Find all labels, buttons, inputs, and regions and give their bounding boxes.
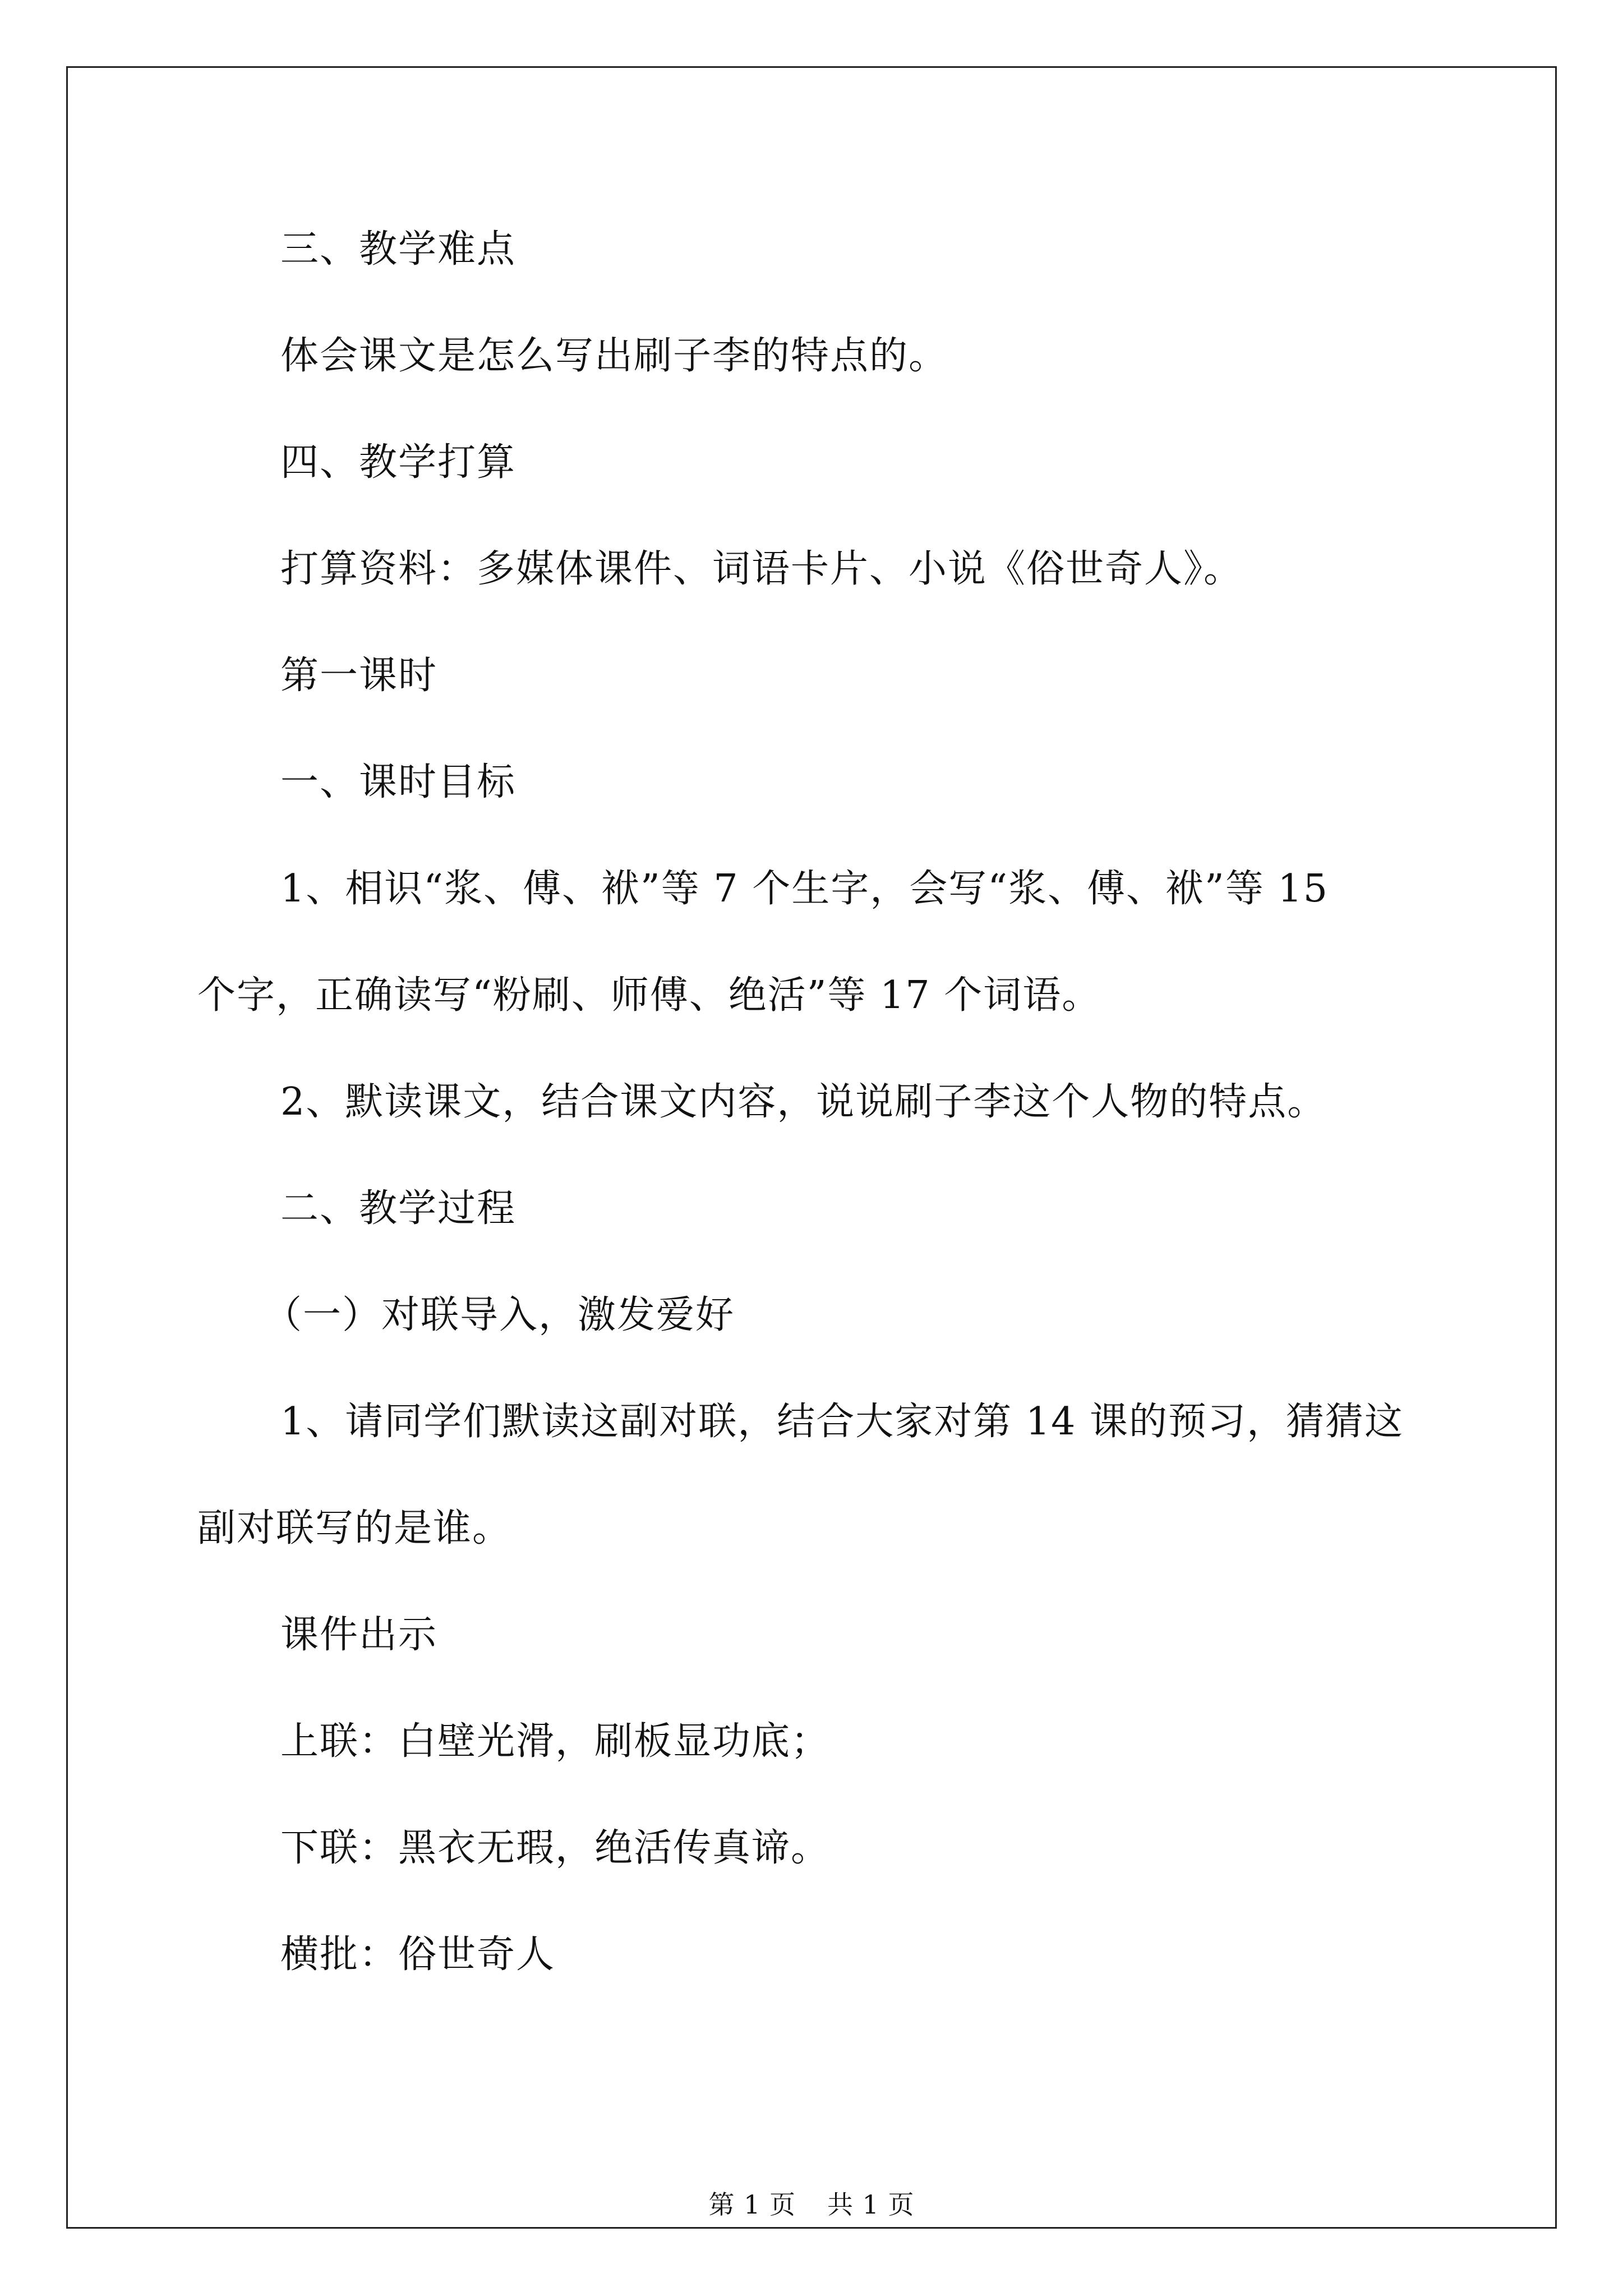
- heading-teaching-difficulties: 三、教学难点: [280, 227, 517, 272]
- paragraph-goal-1-line-2: 个字，正确读写“粉刷、师傅、绝活”等 17 个词语。: [197, 973, 1101, 1018]
- paragraph-goal-1-line-1: 1、相识“浆、傅、袱”等 7 个生字，会写“浆、傅、袱”等 15: [280, 867, 1329, 911]
- paragraph-courseware-show: 课件出示: [280, 1613, 438, 1657]
- paragraph-step-1-line-1: 1、请同学们默读这副对联，结合大家对第 14 课的预习，猜猜这: [280, 1400, 1404, 1444]
- page-total: 共 1 页: [827, 2189, 915, 2220]
- page-footer: [0, 2188, 1623, 2221]
- paragraph-goal-2: 2、默读课文，结合课文内容，说说刷子李这个人物的特点。: [280, 1080, 1327, 1124]
- page-number: 第 1 页: [708, 2189, 796, 2220]
- heading-couplet-intro: （一）对联导入，激发爱好: [264, 1293, 735, 1337]
- paragraph-horizontal-scroll: 横批：俗世奇人: [280, 1932, 556, 1977]
- heading-lesson-goals: 一、课时目标: [280, 760, 517, 804]
- heading-teaching-process: 二、教学过程: [280, 1186, 517, 1231]
- paragraph-upper-couplet: 上联：白壁光滑，刷板显功底；: [280, 1719, 831, 1764]
- paragraph-preparation-materials: 打算资料：多媒体课件、词语卡片、小说《俗世奇人》。: [280, 547, 1243, 591]
- paragraph-difficulty-detail: 体会课文是怎么写出刷子李的特点的。: [280, 334, 948, 378]
- paragraph-step-1-line-2: 副对联写的是谁。: [197, 1506, 512, 1550]
- heading-teaching-preparation: 四、教学打算: [280, 440, 517, 485]
- page-border: [66, 66, 1557, 2229]
- paragraph-lower-couplet: 下联：黑衣无瑕，绝活传真谛。: [280, 1826, 831, 1870]
- heading-first-lesson: 第一课时: [280, 654, 438, 698]
